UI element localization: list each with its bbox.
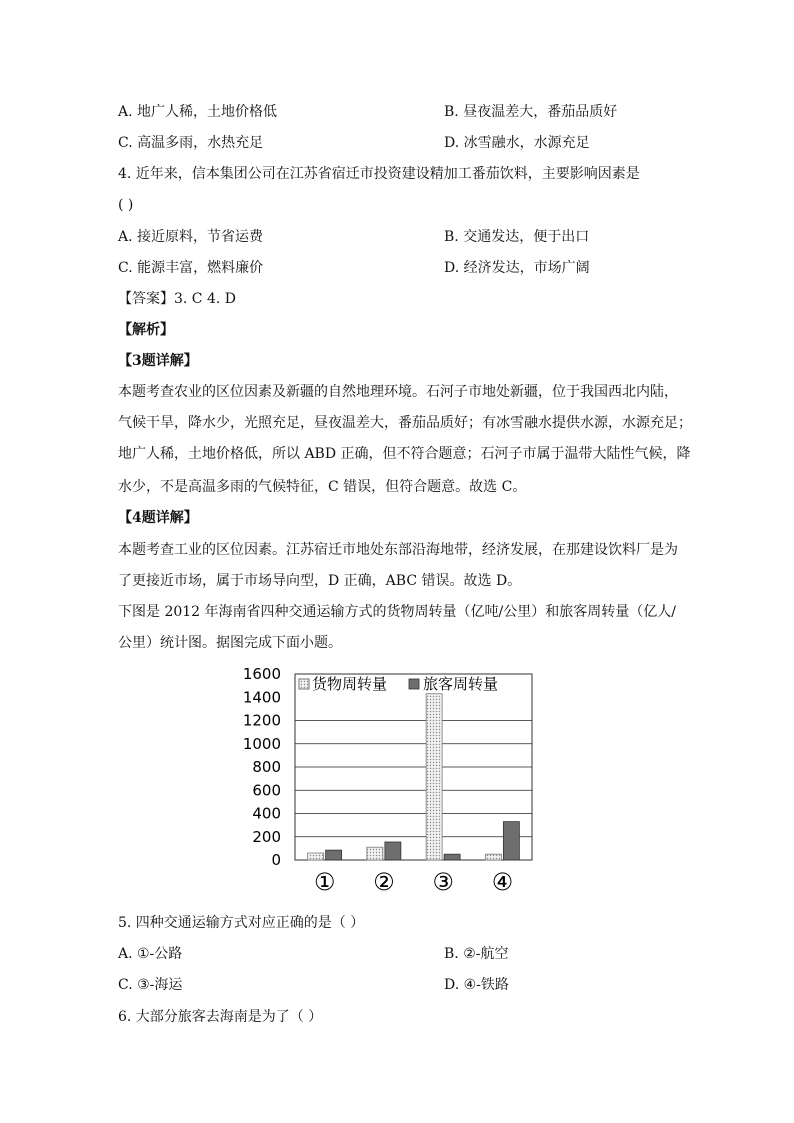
q4-option-a: A. 接近原料，节省运费	[118, 229, 264, 245]
x-category-label: ②	[373, 868, 395, 896]
y-tick-label: 800	[252, 758, 281, 776]
y-tick-label: 200	[252, 827, 281, 846]
q4-option-c: C. 能源丰富，燃料廉价	[118, 260, 264, 276]
bar-freight	[485, 854, 501, 860]
bar-freight	[426, 694, 442, 860]
y-tick-label: 600	[252, 781, 281, 800]
q3-option-d: D. 冰雪融水，水源充足	[444, 135, 590, 151]
y-tick-label: 0	[271, 851, 281, 869]
bar-passenger	[326, 850, 342, 860]
legend-swatch-freight	[299, 679, 309, 689]
q3-detail-line: 地广人稀，土地价格低，所以 ABD 正确，但不符合题意；石河子市属于温带大陆性气候，降	[118, 446, 691, 462]
y-tick-label: 1400	[242, 688, 281, 707]
q3-detail-heading: 【3题详解】	[118, 353, 198, 369]
q3-detail-line: 气候干旱，降水少，光照充足，昼夜温差大，番茄品质好；有冰雪融水提供水源，水源充足；	[118, 415, 692, 431]
q5-stem: 5. 四种交通运输方式对应正确的是（ ）	[118, 915, 365, 931]
bar-freight	[367, 847, 383, 860]
y-tick-label: 1000	[242, 734, 281, 753]
y-tick-label: 1200	[242, 711, 281, 730]
q3-option-c: C. 高温多雨，水热充足	[118, 135, 264, 151]
q4-stem: 4. 近年来，信本集团公司在江苏省宿迁市投资建设精加工番茄饮料，主要影响因素是	[118, 166, 640, 182]
chart-intro-line: 下图是 2012 年海南省四种交通运输方式的货物周转量（亿吨/公里）和旅客周转量（亿人/	[118, 604, 676, 620]
q4-option-d: D. 经济发达，市场广阔	[444, 260, 590, 276]
bar-freight	[308, 853, 324, 860]
x-category-label: ①	[313, 868, 336, 896]
legend-label-freight: 货物周转量	[312, 675, 388, 693]
answer-line: 【答案】3. C 4. D	[118, 291, 237, 307]
y-tick-label: 1600	[242, 668, 281, 683]
bar-passenger	[444, 854, 460, 860]
q3-option-a: A. 地广人稀，土地价格低	[118, 104, 278, 120]
bar-passenger	[385, 842, 401, 860]
legend-label-passenger: 旅客周转量	[423, 675, 499, 693]
q5-option-d: D. ④-铁路	[444, 977, 509, 993]
bar-passenger	[503, 822, 519, 860]
q3-detail-line: 本题考查农业的区位因素及新疆的自然地理环境。石河子市地处新疆，位于我国西北内陆，	[118, 384, 678, 400]
q5-option-c: C. ③-海运	[118, 977, 183, 993]
y-tick-label: 400	[252, 804, 281, 823]
q4-option-b: B. 交通发达，便于出口	[444, 229, 590, 245]
q4-detail-line: 了更接近市场，属于市场导向型，D 正确，ABC 错误。故选 D。	[118, 573, 522, 589]
x-category-label: ③	[432, 868, 454, 896]
analysis-heading: 【解析】	[118, 322, 174, 338]
q4-blank: ( )	[118, 197, 134, 213]
q4-detail-line: 本题考查工业的区位因素。江苏宿迁市地处东部沿海地带，经济发展，在那建设饮料厂是为	[118, 542, 678, 558]
q5-option-a: A. ①-公路	[118, 946, 183, 962]
q3-detail-line: 水少，不是高温多雨的气候特征，C 错误，但符合题意。故选 C。	[118, 479, 527, 495]
q3-option-b: B. 昼夜温差大，番茄品质好	[444, 104, 618, 120]
q4-detail-heading: 【4题详解】	[118, 510, 198, 526]
transport-chart	[240, 668, 540, 898]
q6-stem: 6. 大部分旅客去海南是为了（ ）	[118, 1009, 323, 1025]
q5-option-b: B. ②-航空	[444, 946, 509, 962]
chart-intro-line: 公里）统计图。据图完成下面小题。	[118, 635, 342, 651]
x-category-label: ④	[491, 868, 514, 896]
legend-swatch-passenger	[409, 679, 419, 689]
